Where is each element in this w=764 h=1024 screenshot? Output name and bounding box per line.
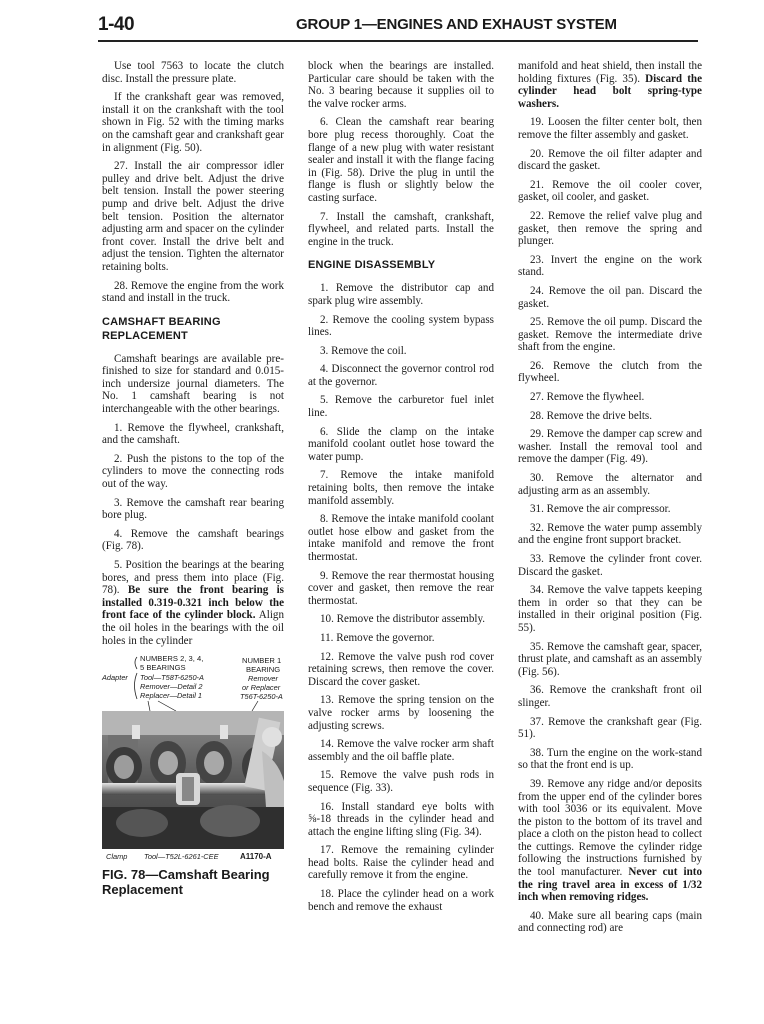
paragraph: 18. Place the cylinder head on a work bench and remove the exhaust [308, 888, 494, 913]
paragraph: 11. Remove the governor. [320, 631, 435, 644]
figure-footer-labels [102, 849, 284, 861]
label-remover-2: Remover [248, 674, 278, 684]
caption-line-1: FIG. 78—Camshaft Bearing [102, 867, 270, 883]
leader-lines [102, 653, 284, 711]
section-heading-camshaft-bearing: CAMSHAFT BEARING REPLACEMENT [102, 315, 221, 342]
bold-instruction: Discard the cylinder head bolt spring-type washers. [518, 72, 702, 110]
text-run: manifold and heat shield, then install the holding fixtures (Fig. 35). [518, 60, 702, 85]
page-number: 1-40 [98, 14, 135, 35]
paragraph: block when the bearings are installed. Particular care should be taken with the No. 3 bearing because it supplies oil to the valve rocker arms. [308, 60, 494, 110]
text-run: 5. Position the bearings at the bearing bores, and press them into place (Fig. 78). [102, 559, 284, 597]
group-title: GROUP 1—ENGINES AND EXHAUST SYSTEM [296, 16, 617, 33]
paragraph: 29. Remove the damper cap screw and washer. Install the removal tool and remove the damper (Fig. 49). [518, 428, 702, 466]
label-number-1: NUMBER 1 [242, 656, 282, 666]
paragraph: 6. Clean the camshaft rear bearing bore plug recess thoroughly. Coat the flange of a new plug with water resistant sealer and install it with the flange facing in (Fig. 58). Drive the plug in until the flange is flush or slightly below the casting surface. [308, 116, 494, 204]
bold-warning: Be sure the front bearing is installed 0.319-0.321 inch below the front face of the cylinder block. [102, 584, 284, 622]
paragraph: 24. Remove the oil pan. Discard the gasket. [518, 284, 702, 310]
label-replacer: Replacer—Detail 1 [140, 691, 203, 701]
paragraph: Use tool 7563 to locate the clutch disc. Install the pressure plate. [102, 60, 284, 85]
label-or-replacer: or Replacer [242, 683, 281, 693]
paragraph: 16. Install standard eye bolts with ⅝-18 threads in the cylinder head and attach the engine lifting sling (Fig. 34). [308, 800, 494, 838]
paragraph: 8. Remove the intake manifold coolant outlet hose elbow and gasket from the intake manifold and remove the front thermostat. [308, 513, 494, 563]
column-3 [518, 60, 702, 941]
paragraph: 32. Remove the water pump assembly and the engine front support bracket. [518, 521, 702, 547]
paragraph: 28. Remove the engine from the work stand and install in the truck. [102, 279, 284, 305]
paragraph: 31. Remove the air compressor. [530, 503, 671, 516]
paragraph: 28. Remove the drive belts. [530, 409, 653, 422]
paragraph: 13. Remove the spring tension on the valve rocker arms by loosening the adjusting screws. [308, 694, 494, 732]
paragraph: 27. Install the air compressor idler pulley and drive belt. Adjust the drive belt tension. Install the power steering pump and drive belt. Adjust the drive belt tension. Position the alternator adjusting arm and spacer on the cylinder front cover. Install the drive belt and adjust the tension. Tighten the alternator retaining bolts. [102, 160, 284, 273]
paragraph: 2. Push the pistons to the top of the cylinders to move the connecting rods out of the way. [102, 452, 284, 491]
paragraph: Camshaft bearings are available pre-finished to size for standard and 0.015-inch undersize journal diameters. The No. 1 camshaft bearing is not interchangeable with the other bearings. [102, 352, 284, 416]
bold-warning: Never cut into the ring travel area in excess of 1/32 inch when removing ridges. [518, 866, 702, 904]
text-run: 39. Remove any ridge and/or deposits from the upper end of the cylinder bores with tool 3036 or its equivalent. Move the piston to the bottom of its travel and place a cloth on the piston head to collect the cuttings. Remove the cylinder ridge following the instructions furnished by the tool manufacturer. [518, 777, 702, 879]
label-adapter: Adapter [102, 673, 128, 683]
label-tool-3: Tool—T52L-6261-CEE [144, 852, 219, 862]
paragraph: 37. Remove the crankshaft gear (Fig. 51). [518, 715, 702, 741]
paragraph: 27. Remove the flywheel. [530, 391, 645, 404]
figure-labels [102, 653, 284, 711]
paragraph: 15. Remove the valve push rods in sequence (Fig. 33). [308, 769, 494, 794]
label-remover: Remover—Detail 2 [140, 682, 203, 692]
label-bearing: BEARING [246, 665, 281, 675]
label-numbers: NUMBERS 2, 3, 4, [140, 654, 204, 664]
paragraph: 19. Loosen the filter center bolt, then remove the filter assembly and gasket. [518, 116, 702, 141]
paragraph: 1. Remove the distributor cap and spark plug wire assembly. [308, 282, 494, 307]
paragraph: 7. Install the camshaft, crankshaft, flywheel, and related parts. Install the engine in the truck. [308, 210, 494, 248]
paragraph: 22. Remove the relief valve plug and gasket, then remove the spring and plunger. [518, 209, 702, 248]
paragraph: 3. Remove the coil. [320, 344, 407, 357]
paragraph: 14. Remove the valve rocker arm shaft assembly and the oil baffle plate. [308, 738, 494, 763]
paragraph: 40. Make sure all bearing caps (main and connecting rod) are [518, 909, 702, 935]
paragraph: 36. Remove the crankshaft front oil slinger. [518, 684, 702, 709]
column-2 [308, 60, 494, 919]
figure-caption [102, 867, 284, 897]
paragraph: 5. Remove the carburetor fuel inlet line. [308, 394, 494, 420]
figure-78 [102, 653, 284, 897]
caption-line-2: Replacement [102, 882, 183, 898]
label-tool-2: T56T-6250-A [240, 692, 283, 702]
paragraph [518, 778, 702, 904]
paragraph: 21. Remove the oil cooler cover, gasket, oil cooler, and gasket. [518, 178, 702, 204]
paragraph: 10. Remove the distributor assembly. [320, 613, 486, 626]
paragraph: 1. Remove the flywheel, crankshaft, and the camshaft. [102, 421, 284, 447]
paragraph: 25. Remove the oil pump. Discard the gasket. Remove the intermediate drive shaft from the engine. [518, 316, 702, 354]
paragraph [518, 60, 702, 110]
paragraph: 17. Remove the remaining cylinder head bolts. Raise the cylinder head and carefully remove it from the engine. [308, 844, 494, 882]
label-clamp: Clamp [106, 852, 128, 862]
paragraph: If the crankshaft gear was removed, install it on the crankshaft with the tool shown in Fig. 52 with the timing marks on the camshaft gear and crankshaft gear in alignment (Fig. 50). [102, 91, 284, 154]
paragraph: 38. Turn the engine on the work-stand so that the front end is up. [518, 746, 702, 772]
paragraph: 4. Remove the camshaft bearings (Fig. 78). [102, 527, 284, 553]
page-header [98, 14, 698, 42]
paragraph: 3. Remove the camshaft rear bearing bore plug. [102, 496, 284, 522]
paragraph: 26. Remove the clutch from the flywheel. [518, 359, 702, 385]
column-1 [102, 60, 284, 897]
figure-id: A1170-A [240, 852, 272, 862]
paragraph: 12. Remove the valve push rod cover retaining screws, then remove the cover. Discard the cover gasket. [308, 650, 494, 688]
camshaft-bearing-photo [102, 711, 284, 849]
paragraph: 33. Remove the cylinder front cover. Discard the gasket. [518, 553, 702, 578]
paragraph: 2. Remove the cooling system bypass lines. [308, 313, 494, 339]
paragraph: 35. Remove the camshaft gear, spacer, thrust plate, and camshaft as an assembly (Fig. 56). [518, 640, 702, 678]
paragraph: 4. Disconnect the governor control rod at the governor. [308, 363, 494, 388]
label-tool-1: Tool—T58T-6250-A [140, 673, 204, 683]
text-run: Align the oil holes in the bearings with the oil holes in the cylinder [102, 609, 284, 647]
section-heading-engine-disassembly: ENGINE DISASSEMBLY [308, 259, 436, 272]
label-bearings: 5 BEARINGS [140, 663, 186, 673]
paragraph: 20. Remove the oil filter adapter and discard the gasket. [518, 147, 702, 173]
paragraph: 9. Remove the rear thermostat housing cover and gasket, then remove the rear thermostat. [308, 569, 494, 607]
paragraph: 23. Invert the engine on the work stand. [518, 253, 702, 279]
paragraph: 34. Remove the valve tappets keeping them in order so that they can be installed in their original position (Fig. 55). [518, 584, 702, 634]
paragraph: 30. Remove the alternator and adjusting arm as an assembly. [518, 472, 702, 497]
paragraph: 7. Remove the intake manifold retaining bolts, then remove the intake manifold assembly. [308, 469, 494, 507]
paragraph: 6. Slide the clamp on the intake manifold coolant outlet hose toward the water pump. [308, 425, 494, 463]
paragraph [102, 559, 284, 647]
